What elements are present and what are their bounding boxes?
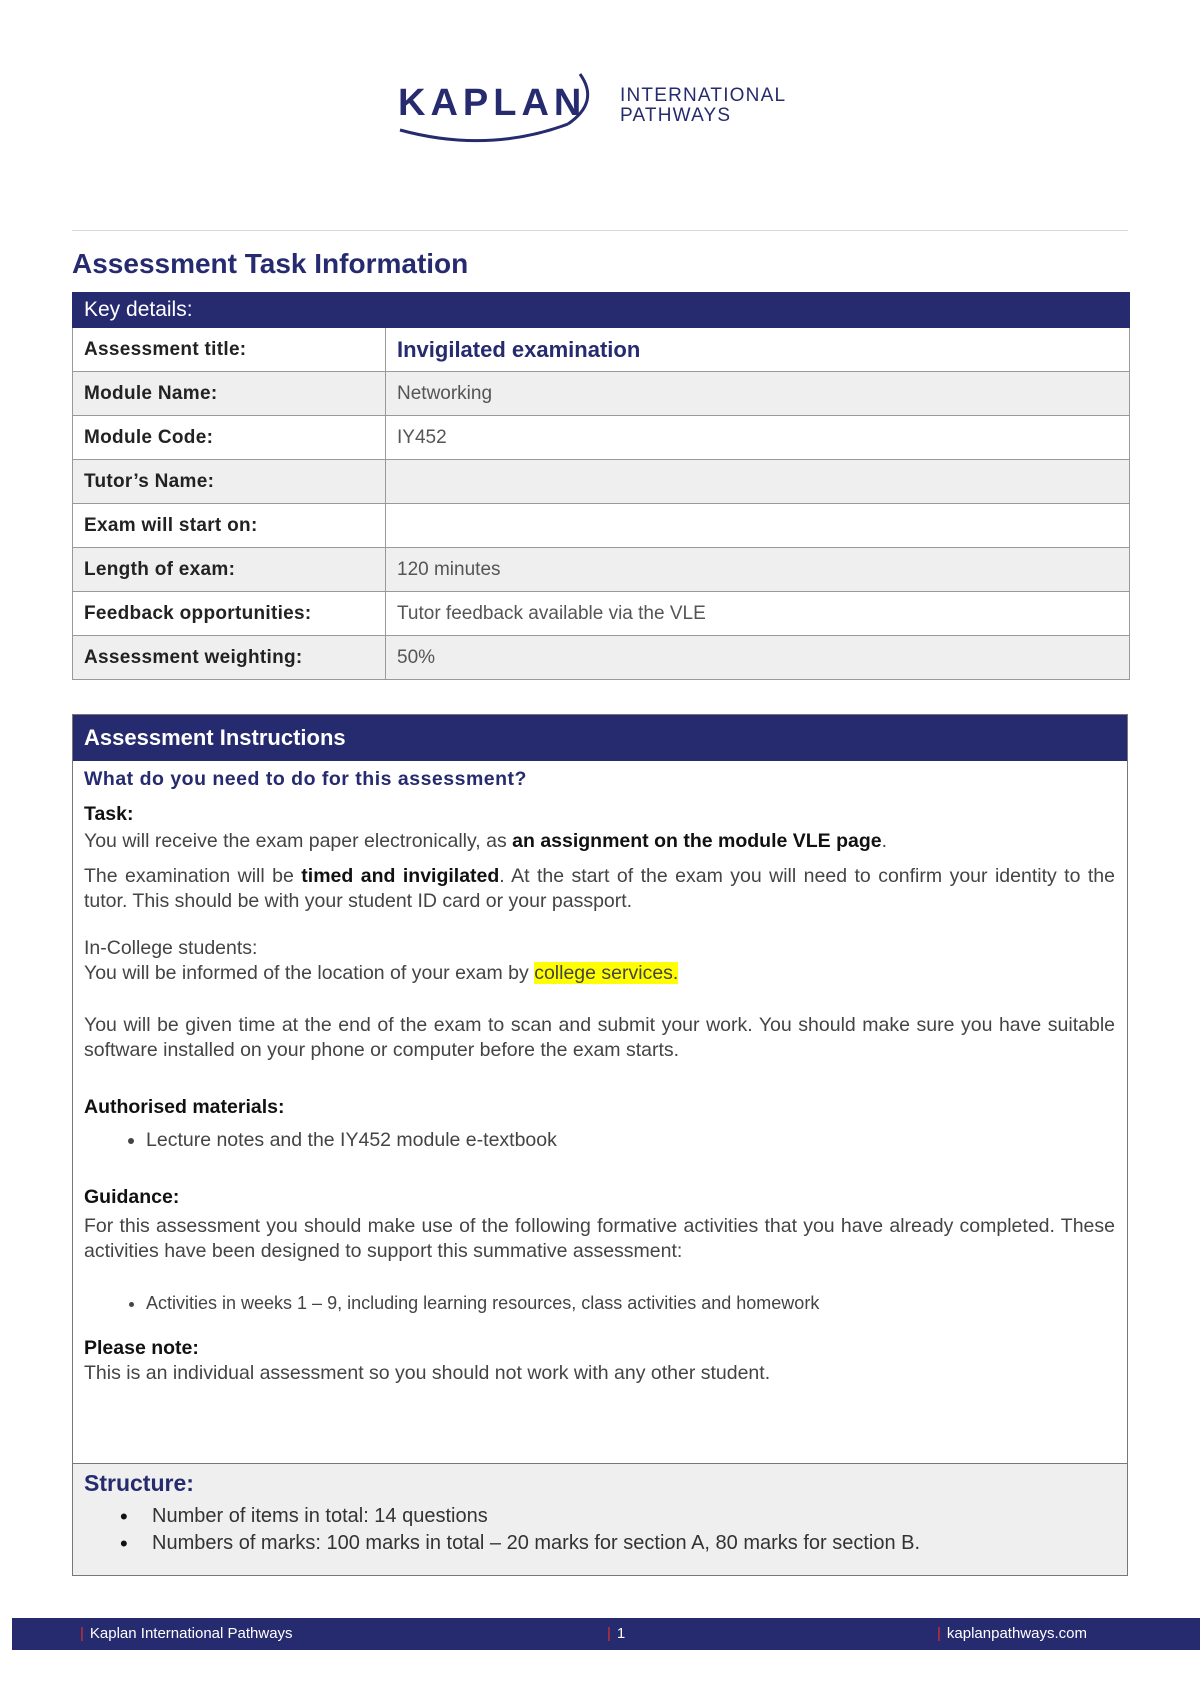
list-item: • Activities in weeks 1 – 9, including learning resources, class activities and homework: [146, 1291, 1115, 1316]
row-value: Networking: [386, 372, 1130, 416]
footer-left: | Kaplan International Pathways: [80, 1625, 293, 1642]
in-college-paragraph: You will be informed of the location of your exam by college services.: [84, 962, 679, 984]
footer-right: | kaplanpathways.com: [937, 1625, 1087, 1642]
in-college-label: In-College students:: [84, 937, 258, 959]
submit-paragraph: You will be given time at the end of the exam to scan and submit your work. You should make sure you have suitable software installed on your phone or computer before the exam starts.: [84, 1014, 1115, 1061]
guidance-list: [84, 1291, 1115, 1316]
page-title: Assessment Task Information: [72, 248, 469, 279]
task-label: Task:: [84, 803, 134, 825]
page-footer: [12, 1618, 1200, 1650]
structure-section: [73, 1463, 1127, 1575]
structure-list: [84, 1503, 1115, 1557]
guidance-paragraph: For this assessment you should make use of the following formative activities that you have already completed. These activities have been designed to support this summative assessment:: [84, 1215, 1115, 1262]
table-row: [73, 460, 1130, 504]
key-details-header: Key details:: [73, 293, 1130, 328]
logo-subtitle: INTERNATIONAL PATHWAYS: [620, 85, 787, 126]
row-value: 120 minutes: [386, 548, 1130, 592]
row-value: [386, 460, 1130, 504]
table-row: [73, 636, 1130, 680]
structure-title: Structure:: [84, 1470, 194, 1496]
row-value: IY452: [386, 416, 1130, 460]
table-row: [73, 328, 1130, 372]
row-value: [386, 504, 1130, 548]
row-label: Exam will start on:: [73, 504, 386, 548]
header-divider: [72, 230, 1128, 231]
task-paragraph-1: You will receive the exam paper electronically, as an assignment on the module VLE page.: [84, 830, 888, 852]
list-item: • Number of items in total: 14 questions: [152, 1503, 1115, 1530]
row-label: Tutor’s Name:: [73, 460, 386, 504]
guidance-label: Guidance:: [84, 1186, 180, 1208]
instructions-header: Assessment Instructions: [73, 715, 1127, 761]
list-item: • Lecture notes and the IY452 module e-textbook: [146, 1128, 1115, 1153]
highlighted-text: college services.: [534, 962, 679, 984]
row-label: Module Code:: [73, 416, 386, 460]
table-row: [73, 416, 1130, 460]
materials-list: [84, 1128, 1115, 1153]
footer-page-number: | 1: [607, 1625, 626, 1642]
assessment-title-value: Invigilated examination: [386, 328, 1130, 372]
instructions-body: [73, 761, 1127, 1386]
table-row: [73, 592, 1130, 636]
materials-label: Authorised materials:: [84, 1096, 285, 1118]
table-row: [73, 548, 1130, 592]
list-item: • Numbers of marks: 100 marks in total – 20 marks for section A, 80 marks for section B.: [152, 1530, 1115, 1557]
row-value: 50%: [386, 636, 1130, 680]
key-details-header-row: [73, 293, 1130, 328]
kaplan-logo: [398, 72, 818, 152]
table-row: [73, 372, 1130, 416]
row-label: Feedback opportunities:: [73, 592, 386, 636]
row-label: Assessment title:: [73, 328, 386, 372]
logo-brand: KAPLAN: [398, 82, 587, 124]
key-details-table: [72, 292, 1130, 680]
assessment-instructions-box: [72, 714, 1128, 1576]
row-label: Length of exam:: [73, 548, 386, 592]
row-label: Assessment weighting:: [73, 636, 386, 680]
note-paragraph: This is an individual assessment so you should not work with any other student.: [84, 1362, 771, 1384]
row-value: Tutor feedback available via the VLE: [386, 592, 1130, 636]
table-row: [73, 504, 1130, 548]
instructions-question: What do you need to do for this assessment?: [84, 768, 527, 790]
row-label: Module Name:: [73, 372, 386, 416]
note-label: Please note:: [84, 1337, 199, 1359]
task-paragraph-2: The examination will be timed and invigilated. At the start of the exam you will need to confirm your identity to the tutor. This should be with your student ID card or your passport.: [84, 865, 1115, 912]
